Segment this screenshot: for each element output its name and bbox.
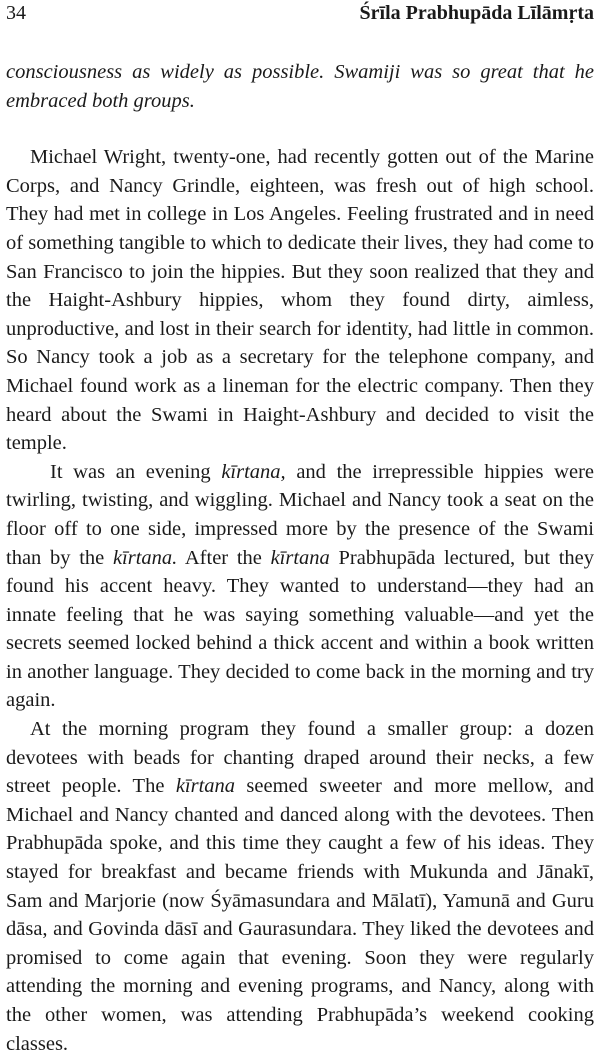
paragraph-michael-nancy (6, 143, 594, 458)
text-run: After the (177, 546, 271, 569)
text-run: and the irrepressible hippies were twirling, twisting, and wiggling. Michael and Nancy took a seat on the floor off to one side, impressed more by the presence of the Swami than by the (6, 460, 594, 569)
italic-run: kīrtana, (221, 460, 286, 483)
paragraph-morning-program (6, 715, 594, 1058)
text-run: seemed sweeter and more mellow, and Michael and Nancy chanted and danced along with the devotees. Then Prabhupāda spoke, and this time they caught a few of his ideas. They stayed for breakfast and became friends with Mukunda and Jānakī, Sam and Marjorie (now Śyāmasundara and Mālatī), Yamunā and Guru dāsa, and Govinda dāsī and Gaurasundara. They liked the devotees and promised to come again that evening. Soon they were regularly attending the morning and evening programs, and Nancy, along with the other women, was attending Prabhupāda’s weekend cooking classes. (6, 775, 594, 1055)
page-header (6, 2, 594, 32)
text-run: At the morning program they found a smaller group: a dozen devotees with beads for chanting draped around their necks, a few street people. The (6, 718, 594, 798)
text-run: It was an evening (50, 460, 222, 483)
page-number: 34 (6, 2, 26, 24)
italic-run: kīrtana. (112, 546, 178, 569)
text-run: Michael Wright, twenty-one, had recently gotten out of the Marine Corps, and Nancy Grindle, eighteen, was fresh out of high school. They had met in college in Los Angeles. Feeling frustrated and in need of something tangible to which to dedicate their lives, they had come to San Francisco to join the hippies. But they soon realized that they and the Haight-Ashbury hippies, whom they found dirty, aimless, unproductive, and lost in their search for identity, had little in common. So Nancy took a job as a secretary for the telephone company, and Michael found work as a lineman for the electric company. Then they heard about the Swami in Haight-Ashbury and decided to visit the temple. (6, 146, 594, 455)
paragraph-evening-kirtana (6, 458, 594, 715)
body-text (6, 58, 594, 1058)
italic-run: kīrtana (175, 775, 236, 798)
italic-run: kīrtana (270, 546, 330, 569)
paragraph-quote-end (6, 58, 594, 115)
running-title: Śrīla Prabhupāda Līlāmṛta (359, 2, 594, 24)
italic-run: consciousness as widely as possible. Swamiji was so great that he embraced both groups. (6, 61, 594, 112)
text-run: Prabhupāda lectured, but they found his accent heavy. They wanted to understand—they had an innate feeling that he was saying something valuable—and yet the secrets seemed locked behind a thick accent and within a book written in another language. They decided to come back in the morning and try again. (6, 546, 595, 712)
